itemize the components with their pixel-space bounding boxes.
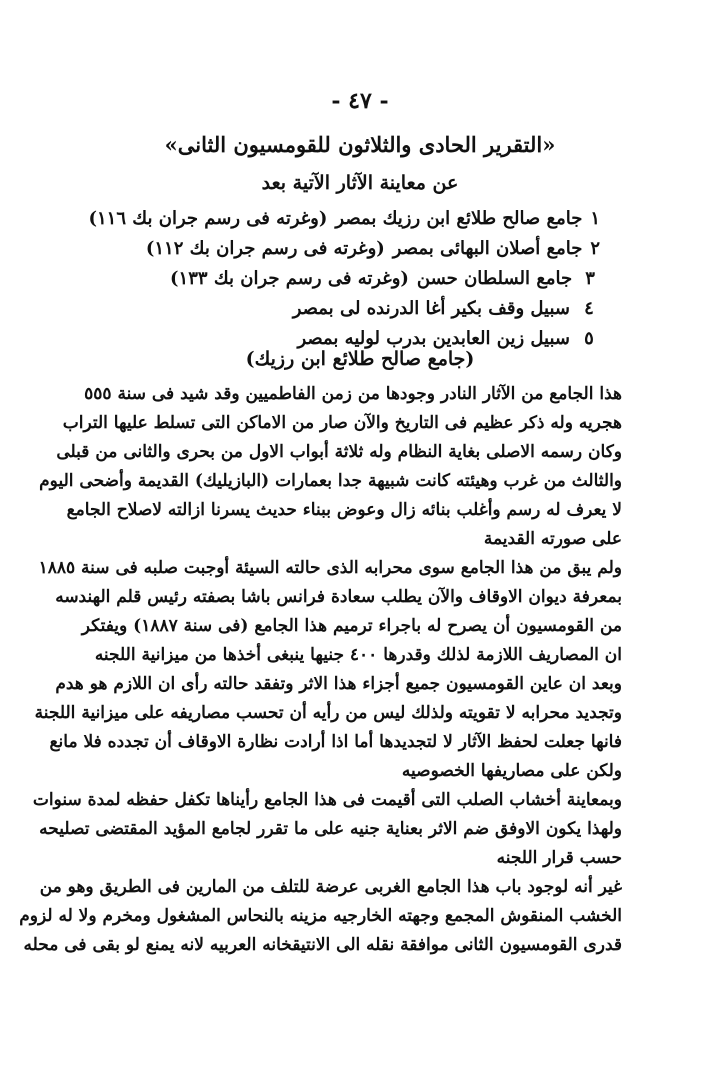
text-line: قدرى القومسيون الثانى موافقة نقله الى الانتيقخانه العربيه لانه يمنع لو بقى فى محله — [23, 935, 622, 955]
item-name: جامع صالح طلائع ابن رزيك بمصر — [335, 208, 583, 229]
item-note: (وغرته فى رسم جران بك ١٣٣) — [170, 268, 409, 289]
report-subtitle: عن معاينة الآثار الآتية بعد — [261, 172, 459, 194]
item-note: (وغرته فى رسم جران بك ١١٢) — [145, 238, 385, 259]
item-name: سبيل وقف بكير أغا الدرنده لى بمصر — [292, 298, 570, 319]
report-title: «التقرير الحادى والثلاثون للقومسيون الثانى» — [164, 132, 556, 157]
paragraph — [34, 670, 622, 786]
text-line: وتجديد محرابه لا تقويته ولذلك ليس من رأيه أن تحسب مصاريفه على ميزانية اللجنة — [34, 703, 622, 723]
text-line: بمعرفة ديوان الاوقاف والآن يطلب سعادة فرانس باشا بصفته رئيس قلم الهندسه — [55, 587, 622, 607]
item-name: سبيل زين العابدين بدرب لوليه بمصر — [297, 328, 570, 349]
list-item — [145, 234, 600, 264]
item-number: ١ — [590, 208, 600, 229]
item-name: جامع السلطان حسن — [416, 268, 573, 289]
text-line: ولكن على مصاريفها الخصوصيه — [401, 761, 622, 781]
text-line: وكان رسمه الاصلى بغاية النظام وله ثلاثة أبواب الاول من بحرى والثانى من قبلى — [56, 442, 622, 462]
list-item — [170, 294, 600, 324]
section-title: (جامع صالح طلائع ابن رزيك) — [245, 348, 475, 370]
text-line: هجريه وله ذكر عظيم فى التاريخ والآن صار من الاماكن التى تسلط عليها التراب — [62, 413, 622, 433]
text-line: ولهذا يكون الاوفق ضم الاثر بعناية جنيه على ما تقرر لجامع المؤيد المقتضى تصليحه — [39, 819, 622, 839]
list-item — [88, 204, 600, 234]
item-number: ٥ — [584, 328, 594, 349]
text-line: ان المصاريف اللازمة لذلك وقدرها ٤٠٠ جنيها ينبغى أخذها من ميزانية اللجنه — [94, 645, 622, 665]
body-text — [19, 380, 622, 960]
text-line: على صورته القديمة — [483, 529, 622, 549]
paragraph — [38, 554, 622, 670]
text-line: غير أنه لوجود باب هذا الجامع الغربى عرضة للتلف من المارين فى الطريق وهو من — [39, 877, 622, 897]
text-line: لا يعرف له رسم وأغلب بنائه زال وعوض ببناء حديث يسرنا ازالته لاصلاح الجامع — [66, 500, 622, 520]
paragraph — [32, 786, 622, 873]
page-number: - ٤٧ - — [331, 88, 389, 114]
text-line: والثالث من غرب وهيئته كانت شبيهة جدا بعمارات (البازيليك) القديمة وأضحى اليوم — [39, 471, 622, 491]
text-line: ولم يبق من هذا الجامع سوى محرابه الذى حالته السيئة أوجبت صلبه فى سنة ١٨٨٥ — [38, 558, 622, 578]
item-number: ٤ — [584, 298, 594, 319]
paragraph — [19, 873, 622, 960]
text-line: هذا الجامع من الآثار النادر وجودها من زمن الفاطميين وقد شيد فى سنة ٥٥٥ — [84, 384, 622, 404]
item-number: ٣ — [585, 268, 595, 289]
item-number: ٢ — [590, 238, 600, 259]
text-line: وبمعاينة أخشاب الصلب التى أقيمت فى هذا الجامع رأيناها تكفل حفظه لمدة سنوات — [32, 790, 622, 810]
text-line: الخشب المنقوش المجمع وجهته الخارجيه مزينه بالنحاس المشغول ومخرم ولا له لزوم — [19, 906, 622, 926]
text-line: فانها جعلت لحفظ الآثار لا لتجديدها أما اذا أرادت نظارة الاوقاف أن تجدده فلا مانع — [49, 732, 622, 752]
text-line: وبعد ان عاين القومسيون جميع أجزاء هذا الاثر وتفقد حالته رأى ان اللازم هو هدم — [55, 674, 622, 694]
list-item — [170, 264, 600, 294]
item-name: جامع أصلان البهائى بمصر — [392, 238, 583, 259]
item-note: (وغرته فى رسم جران بك ١١٦) — [88, 208, 328, 229]
paragraph — [39, 380, 622, 554]
monument-list — [88, 204, 600, 354]
text-line: من القومسيون أن يصرح له باجراء ترميم هذا الجامع (فى سنة ١٨٨٧) ويفتكر — [81, 616, 622, 636]
text-line: حسب قرار اللجنه — [496, 848, 622, 868]
